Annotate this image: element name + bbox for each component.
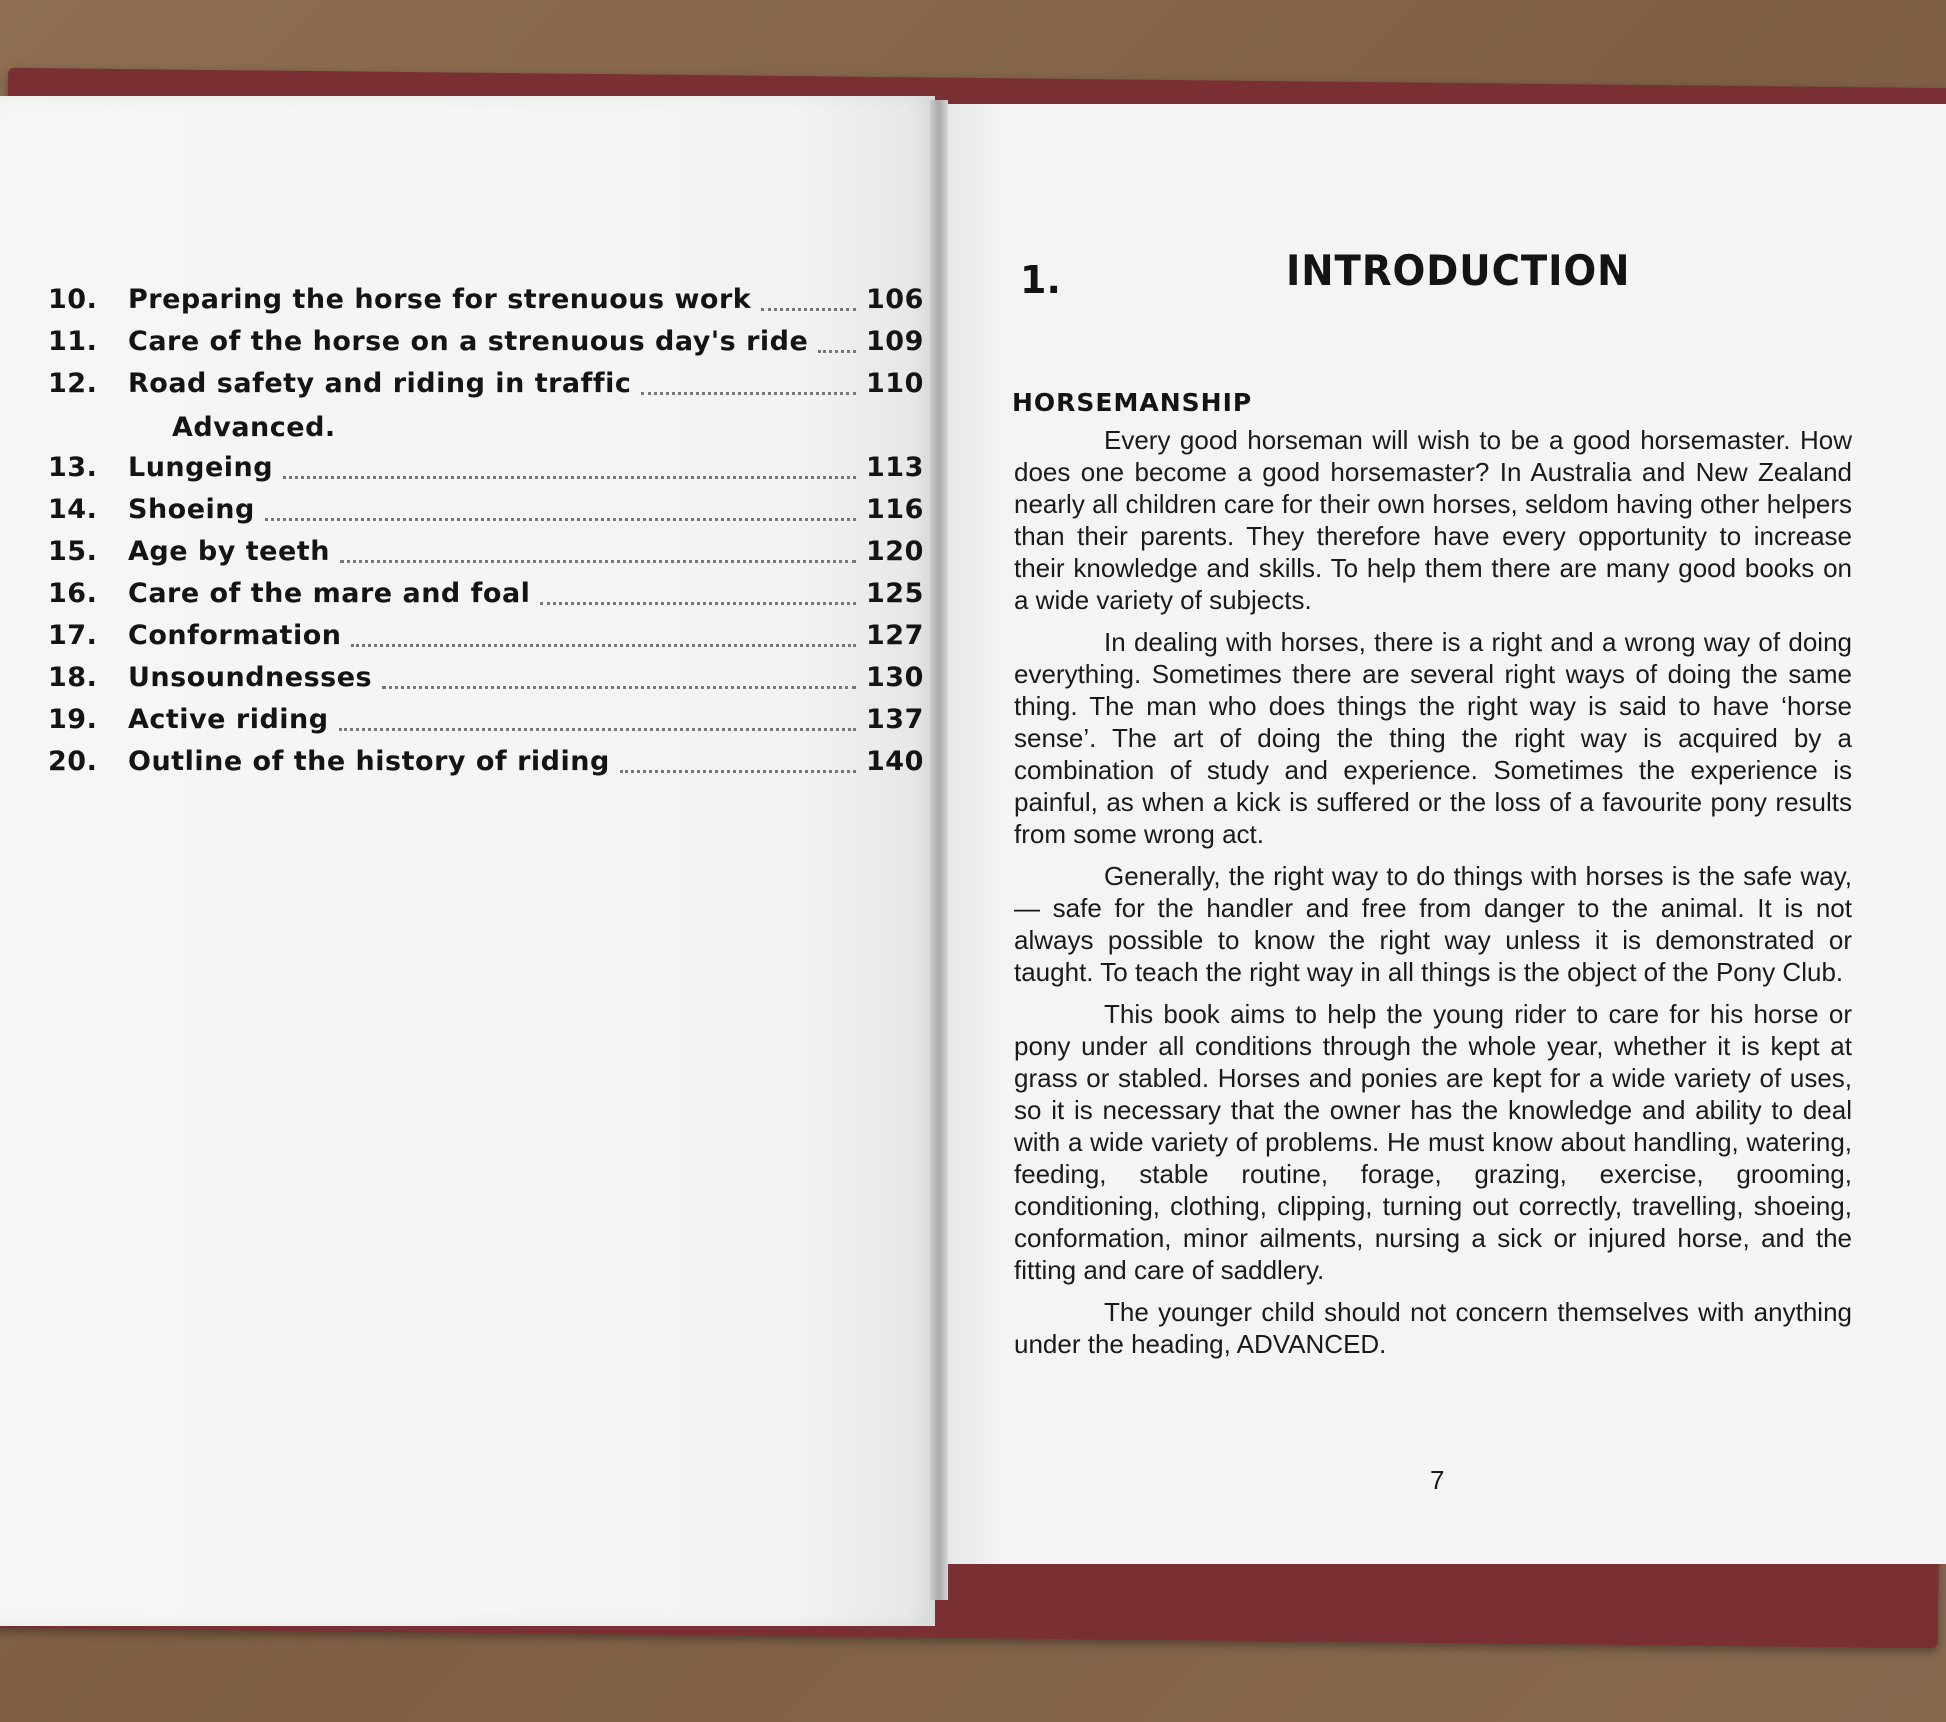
toc-entry-page: 116 bbox=[866, 494, 924, 525]
toc-entry bbox=[48, 620, 924, 656]
toc-entry-title: Age by teeth bbox=[128, 536, 330, 567]
toc-entry-page: 127 bbox=[866, 620, 924, 651]
toc-leader-dots bbox=[641, 392, 856, 395]
toc-entry-page: 110 bbox=[866, 368, 924, 399]
toc-entry-title: Care of the mare and foal bbox=[128, 578, 531, 609]
chapter-number: 1. bbox=[1020, 258, 1061, 302]
left-page bbox=[0, 96, 935, 1626]
paragraph: The younger child should not concern themselves with anything under the heading, ADVANCED. bbox=[1014, 1297, 1852, 1359]
toc-subheading: Advanced. bbox=[172, 412, 336, 443]
toc-entry-number: 11. bbox=[48, 326, 98, 357]
toc-entry-title: Care of the horse on a strenuous day's ride bbox=[128, 326, 809, 357]
toc-entry bbox=[48, 578, 924, 614]
toc-entry bbox=[48, 662, 924, 698]
toc-entry bbox=[48, 284, 924, 320]
toc-entry-number: 12. bbox=[48, 368, 98, 399]
toc-entry-title: Unsoundnesses bbox=[128, 662, 373, 693]
toc-leader-dots bbox=[818, 350, 856, 353]
toc-entry-title: Conformation bbox=[128, 620, 342, 651]
chapter-title: INTRODUCTION bbox=[1286, 246, 1631, 295]
toc-entry-page: 125 bbox=[866, 578, 924, 609]
book-gutter bbox=[930, 100, 948, 1600]
toc-entry-page: 106 bbox=[866, 284, 924, 315]
toc-entry-number: 15. bbox=[48, 536, 98, 567]
toc-leader-dots bbox=[620, 770, 856, 773]
toc-entry-number: 17. bbox=[48, 620, 98, 651]
paragraph: In dealing with horses, there is a right and a wrong way of doing everything. Sometimes there are several right ways of doing the same thing. The man who does things the right way is said to have ‘horse sense’. The art of doing the thing the right way is acquired by a combination of study and experience. Sometimes the experience is painful, as when a kick is suffered or the loss of a favourite pony results from some wrong act. bbox=[1014, 627, 1852, 849]
toc-entry-number: 20. bbox=[48, 746, 98, 777]
toc-entry-number: 10. bbox=[48, 284, 98, 315]
toc-entry bbox=[48, 368, 924, 404]
paragraph: Generally, the right way to do things with horses is the safe way, — safe for the handler and free from danger to the animal. It is not always possible to know the right way unless it is demonstrated or taught. To teach the right way in all things is the object of the Pony Club. bbox=[1014, 861, 1852, 987]
toc-entry-title: Outline of the history of riding bbox=[128, 746, 610, 777]
toc-leader-dots bbox=[382, 686, 856, 689]
toc-leader-dots bbox=[540, 602, 856, 605]
toc-entry bbox=[48, 494, 924, 530]
toc-entry bbox=[48, 326, 924, 362]
toc-entry-number: 18. bbox=[48, 662, 98, 693]
toc-entry-number: 19. bbox=[48, 704, 98, 735]
toc-entry-title: Preparing the horse for strenuous work bbox=[128, 284, 752, 315]
toc-leader-dots bbox=[340, 560, 856, 563]
toc-entry-page: 140 bbox=[866, 746, 924, 777]
toc-leader-dots bbox=[351, 644, 856, 647]
toc-entry-title: Active riding bbox=[128, 704, 329, 735]
toc-entry-page: 120 bbox=[866, 536, 924, 567]
section-heading: HORSEMANSHIP bbox=[1012, 388, 1253, 417]
chapter-body bbox=[1014, 424, 1852, 1370]
toc-entry-title: Shoeing bbox=[128, 494, 255, 525]
toc-entry-page: 130 bbox=[866, 662, 924, 693]
toc-entry-page: 113 bbox=[866, 452, 924, 483]
toc-entry-page: 109 bbox=[866, 326, 924, 357]
toc-entry-title: Road safety and riding in traffic bbox=[128, 368, 632, 399]
toc-entry bbox=[48, 704, 924, 740]
toc-entry bbox=[48, 746, 924, 782]
toc-leader-dots bbox=[761, 308, 856, 311]
toc-entry-title: Lungeing bbox=[128, 452, 274, 483]
paragraph: Every good horseman will wish to be a good horsemaster. How does one become a good horsemaster? In Australia and New Zealand nearly all children care for their own horses, seldom having other helpers than their parents. They therefore have every opportunity to increase their knowledge and skills. To help them there are many good books on a wide variety of subjects. bbox=[1014, 425, 1852, 615]
toc-entry bbox=[48, 452, 924, 488]
toc-entry-page: 137 bbox=[866, 704, 924, 735]
paragraph: This book aims to help the young rider to care for his horse or pony under all conditions through the whole year, whether it is kept at grass or stabled. Horses and ponies are kept for a wide variety of uses, so it is necessary that the owner has the knowledge and ability to deal with a wide variety of problems. He must know about handling, watering, feeding, stable routine, forage, grazing, exercise, grooming, conditioning, clothing, clipping, turning out correctly, travelling, shoeing, conformation, minor ailments, nursing a sick or injured horse, and the fitting and care of saddlery. bbox=[1014, 999, 1852, 1285]
toc-entry-number: 14. bbox=[48, 494, 98, 525]
toc-leader-dots bbox=[339, 728, 856, 731]
toc-leader-dots bbox=[265, 518, 856, 521]
toc-leader-dots bbox=[283, 476, 856, 479]
toc-entry-number: 16. bbox=[48, 578, 98, 609]
toc-entry bbox=[48, 536, 924, 572]
page-number: 7 bbox=[1430, 1465, 1445, 1495]
toc-entry-number: 13. bbox=[48, 452, 98, 483]
table-of-contents bbox=[0, 96, 935, 1626]
